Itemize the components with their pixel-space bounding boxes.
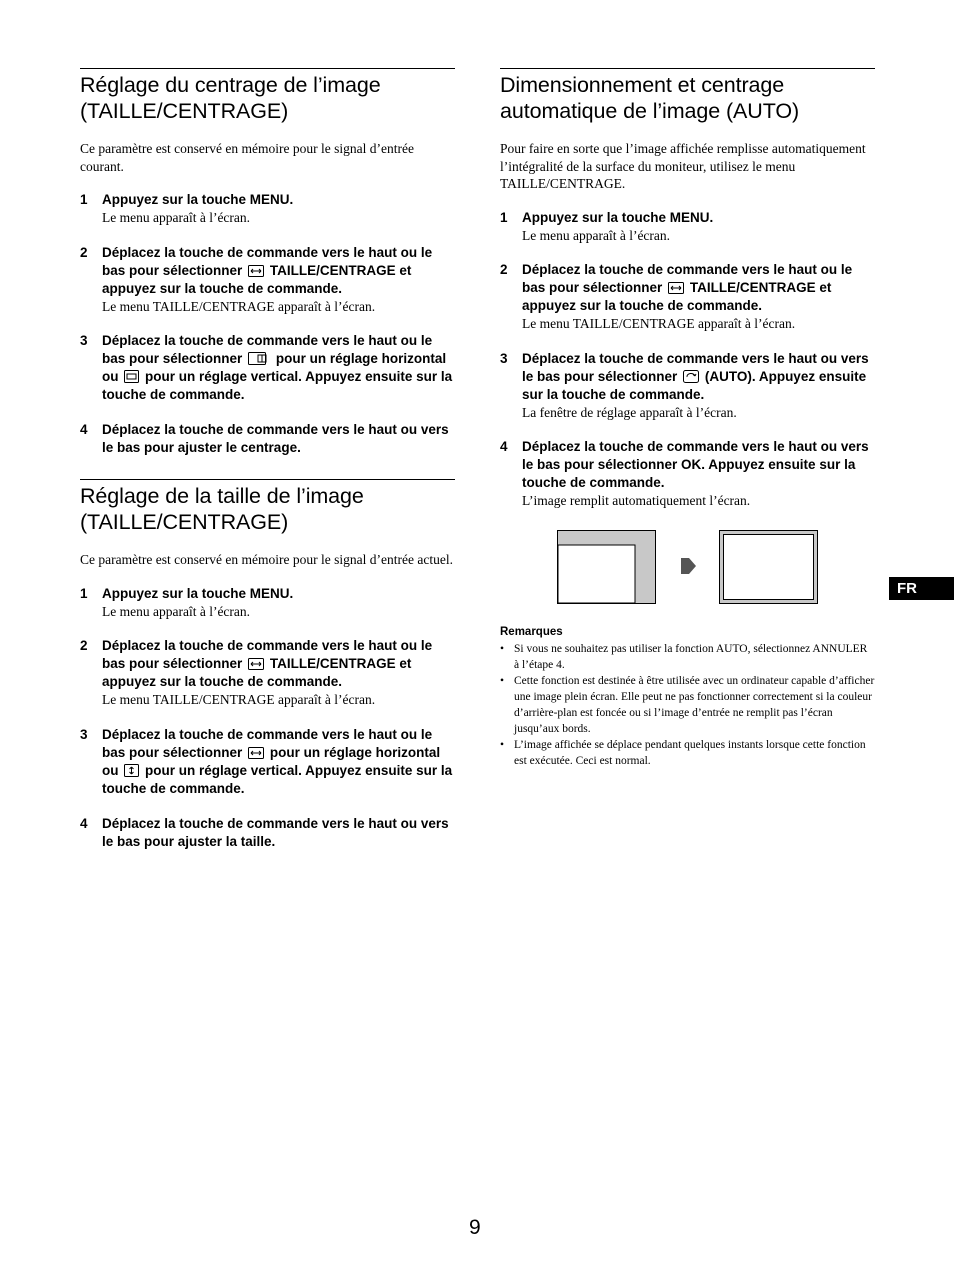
step-note: L’image remplit automatiquement l’écran. — [522, 493, 751, 508]
step-text-part: pour un réglage vertical. Appuyez ensuite sur la touche de commande. — [102, 762, 453, 796]
step-4 — [80, 421, 455, 457]
title-line-2: automatique de l’image (AUTO) — [500, 99, 800, 123]
remark-item: • Cette fonction est destinée à être utilisée avec un ordinateur capable d’afficher une image plein écran. Elle peut ne pas fonctionner correctement si la couleur d’arrière-plan est foncée ou si l’image d’entrée ne remplit pas l’écran jusqu’aux bords. — [500, 673, 875, 737]
step-text-part: Déplacez la touche de commande vers le haut ou le bas pour sélectionner — [102, 638, 433, 671]
step-number: 3 — [80, 333, 88, 348]
step-text — [102, 244, 455, 298]
step-number: 4 — [500, 439, 508, 454]
section-intro: Ce paramètre est conservé en mémoire pour le signal d’entrée actuel. — [80, 552, 453, 567]
step-number: 1 — [80, 192, 88, 207]
step-number: 4 — [80, 422, 88, 437]
step-text: Appuyez sur la touche MENU. — [102, 192, 294, 207]
step-text-part: TAILLE/CENTRAGE et appuyez sur la touche de commande. — [102, 656, 412, 689]
section-centrage — [80, 68, 455, 457]
step-3 — [500, 350, 875, 422]
step-text: Appuyez sur la touche MENU. — [522, 209, 714, 225]
step-2 — [80, 637, 455, 709]
step-text-part: TAILLE/CENTRAGE et appuyez sur la touche de commande. — [102, 262, 412, 296]
section-title — [80, 483, 455, 535]
section-auto — [500, 68, 875, 769]
step-number: 3 — [500, 350, 508, 366]
step-1 — [80, 585, 455, 621]
title-line-1: Dimensionnement et centrage — [500, 73, 785, 97]
screen-before — [558, 530, 656, 603]
size-center-icon — [248, 658, 264, 670]
step-text — [102, 726, 455, 798]
step-text-part: Déplacez la touche de commande vers le haut ou le bas pour sélectionner — [522, 262, 853, 295]
section-intro: Ce paramètre est conservé en mémoire pour le signal d’entrée courant. — [80, 141, 414, 174]
section-title — [500, 72, 875, 124]
step-text: Déplacez la touche de commande vers le haut ou vers le bas pour ajuster la taille. — [102, 815, 449, 849]
step-number: 2 — [500, 262, 508, 277]
step-text-part: pour un réglage horizontal ou — [102, 744, 441, 778]
left-column — [80, 68, 455, 868]
page-number: 9 — [469, 1216, 481, 1239]
step-note: Le menu apparaît à l’écran. — [522, 227, 671, 243]
step-1 — [500, 209, 875, 245]
step-text-part: Déplacez la touche de commande vers le haut ou le bas pour sélectionner — [102, 333, 433, 366]
step-note: Le menu TAILLE/CENTRAGE apparaît à l’écran. — [102, 692, 376, 707]
step-4 — [500, 438, 875, 510]
title-line-2: (TAILLE/CENTRAGE) — [80, 99, 289, 123]
auto-icon — [683, 370, 699, 383]
v-center-icon — [124, 370, 139, 383]
step-note: Le menu apparaît à l’écran. — [102, 210, 251, 225]
step-note: Le menu apparaît à l’écran. — [102, 603, 251, 619]
size-center-icon — [668, 282, 684, 294]
step-note: Le menu TAILLE/CENTRAGE apparaît à l’écran. — [522, 316, 796, 331]
step-number: 4 — [80, 815, 88, 831]
step-text — [522, 261, 875, 315]
title-line-2: (TAILLE/CENTRAGE) — [80, 510, 289, 534]
remarks-list — [500, 641, 875, 769]
step-number: 3 — [80, 726, 88, 742]
step-text — [102, 637, 455, 691]
screen-after — [720, 530, 818, 603]
step-note: La fenêtre de réglage apparaît à l’écran. — [522, 404, 737, 420]
h-size-icon — [248, 747, 264, 759]
step-note: Le menu TAILLE/CENTRAGE apparaît à l’écran. — [102, 298, 376, 314]
title-line-1: Réglage du centrage de l’image — [80, 73, 381, 97]
step-text: Déplacez la touche de commande vers le haut ou vers le bas pour ajuster le centrage. — [102, 422, 449, 455]
step-text-part: pour un réglage vertical. Appuyez ensuite sur la touche de commande. — [102, 369, 453, 402]
step-number: 1 — [500, 209, 508, 225]
step-number: 2 — [80, 638, 88, 653]
arrow-icon — [681, 558, 696, 574]
step-text — [522, 350, 875, 404]
remarks-title: Remarques — [500, 625, 563, 638]
step-3 — [80, 726, 455, 798]
before-after-illustration — [500, 524, 875, 604]
remark-item: • Si vous ne souhaitez pas utiliser la fonction AUTO, sélectionnez ANNULER à l’étape 4. — [500, 641, 875, 673]
h-center-icon — [248, 352, 270, 365]
language-tab: FR — [889, 577, 954, 600]
step-text-part: Déplacez la touche de commande vers le haut ou vers le bas pour sélectionner — [522, 350, 869, 384]
step-list — [80, 191, 455, 457]
step-2 — [80, 244, 455, 316]
step-text-part: Déplacez la touche de commande vers le haut ou le bas pour sélectionner — [102, 726, 433, 760]
step-list — [80, 585, 455, 851]
step-text: Appuyez sur la touche MENU. — [102, 585, 294, 601]
step-text — [102, 332, 455, 404]
section-title — [80, 72, 455, 124]
step-2 — [500, 261, 875, 333]
step-text-part: pour un réglage horizontal ou — [102, 351, 447, 384]
auto-figure — [500, 524, 875, 604]
right-column — [500, 68, 875, 769]
step-4 — [80, 815, 455, 851]
step-1 — [80, 191, 455, 227]
step-text: Déplacez la touche de commande vers le haut ou vers le bas pour sélectionner OK. Appuyez ensuite sur la touche de commande. — [522, 439, 869, 490]
step-number: 1 — [80, 585, 88, 601]
size-center-icon — [248, 265, 264, 277]
step-text-part: (AUTO). Appuyez ensuite sur la touche de commande. — [522, 368, 867, 402]
step-3 — [80, 332, 455, 404]
remark-item: • L’image affichée se déplace pendant quelques instants lorsque cette fonction est exécutée. Ceci est normal. — [500, 737, 875, 769]
step-number: 2 — [80, 244, 88, 260]
step-list — [500, 209, 875, 510]
step-text-part: TAILLE/CENTRAGE et appuyez sur la touche de commande. — [522, 280, 832, 313]
section-taille — [80, 479, 455, 851]
section-intro: Pour faire en sorte que l’image affichée remplisse automatiquement l’intégralité de la surface du moniteur, utilisez le menu TAILLE/CENTRAGE. — [500, 141, 866, 191]
step-text-part: Déplacez la touche de commande vers le haut ou le bas pour sélectionner — [102, 244, 433, 278]
v-size-icon — [124, 764, 139, 777]
title-line-1: Réglage de la taille de l’image — [80, 484, 364, 508]
